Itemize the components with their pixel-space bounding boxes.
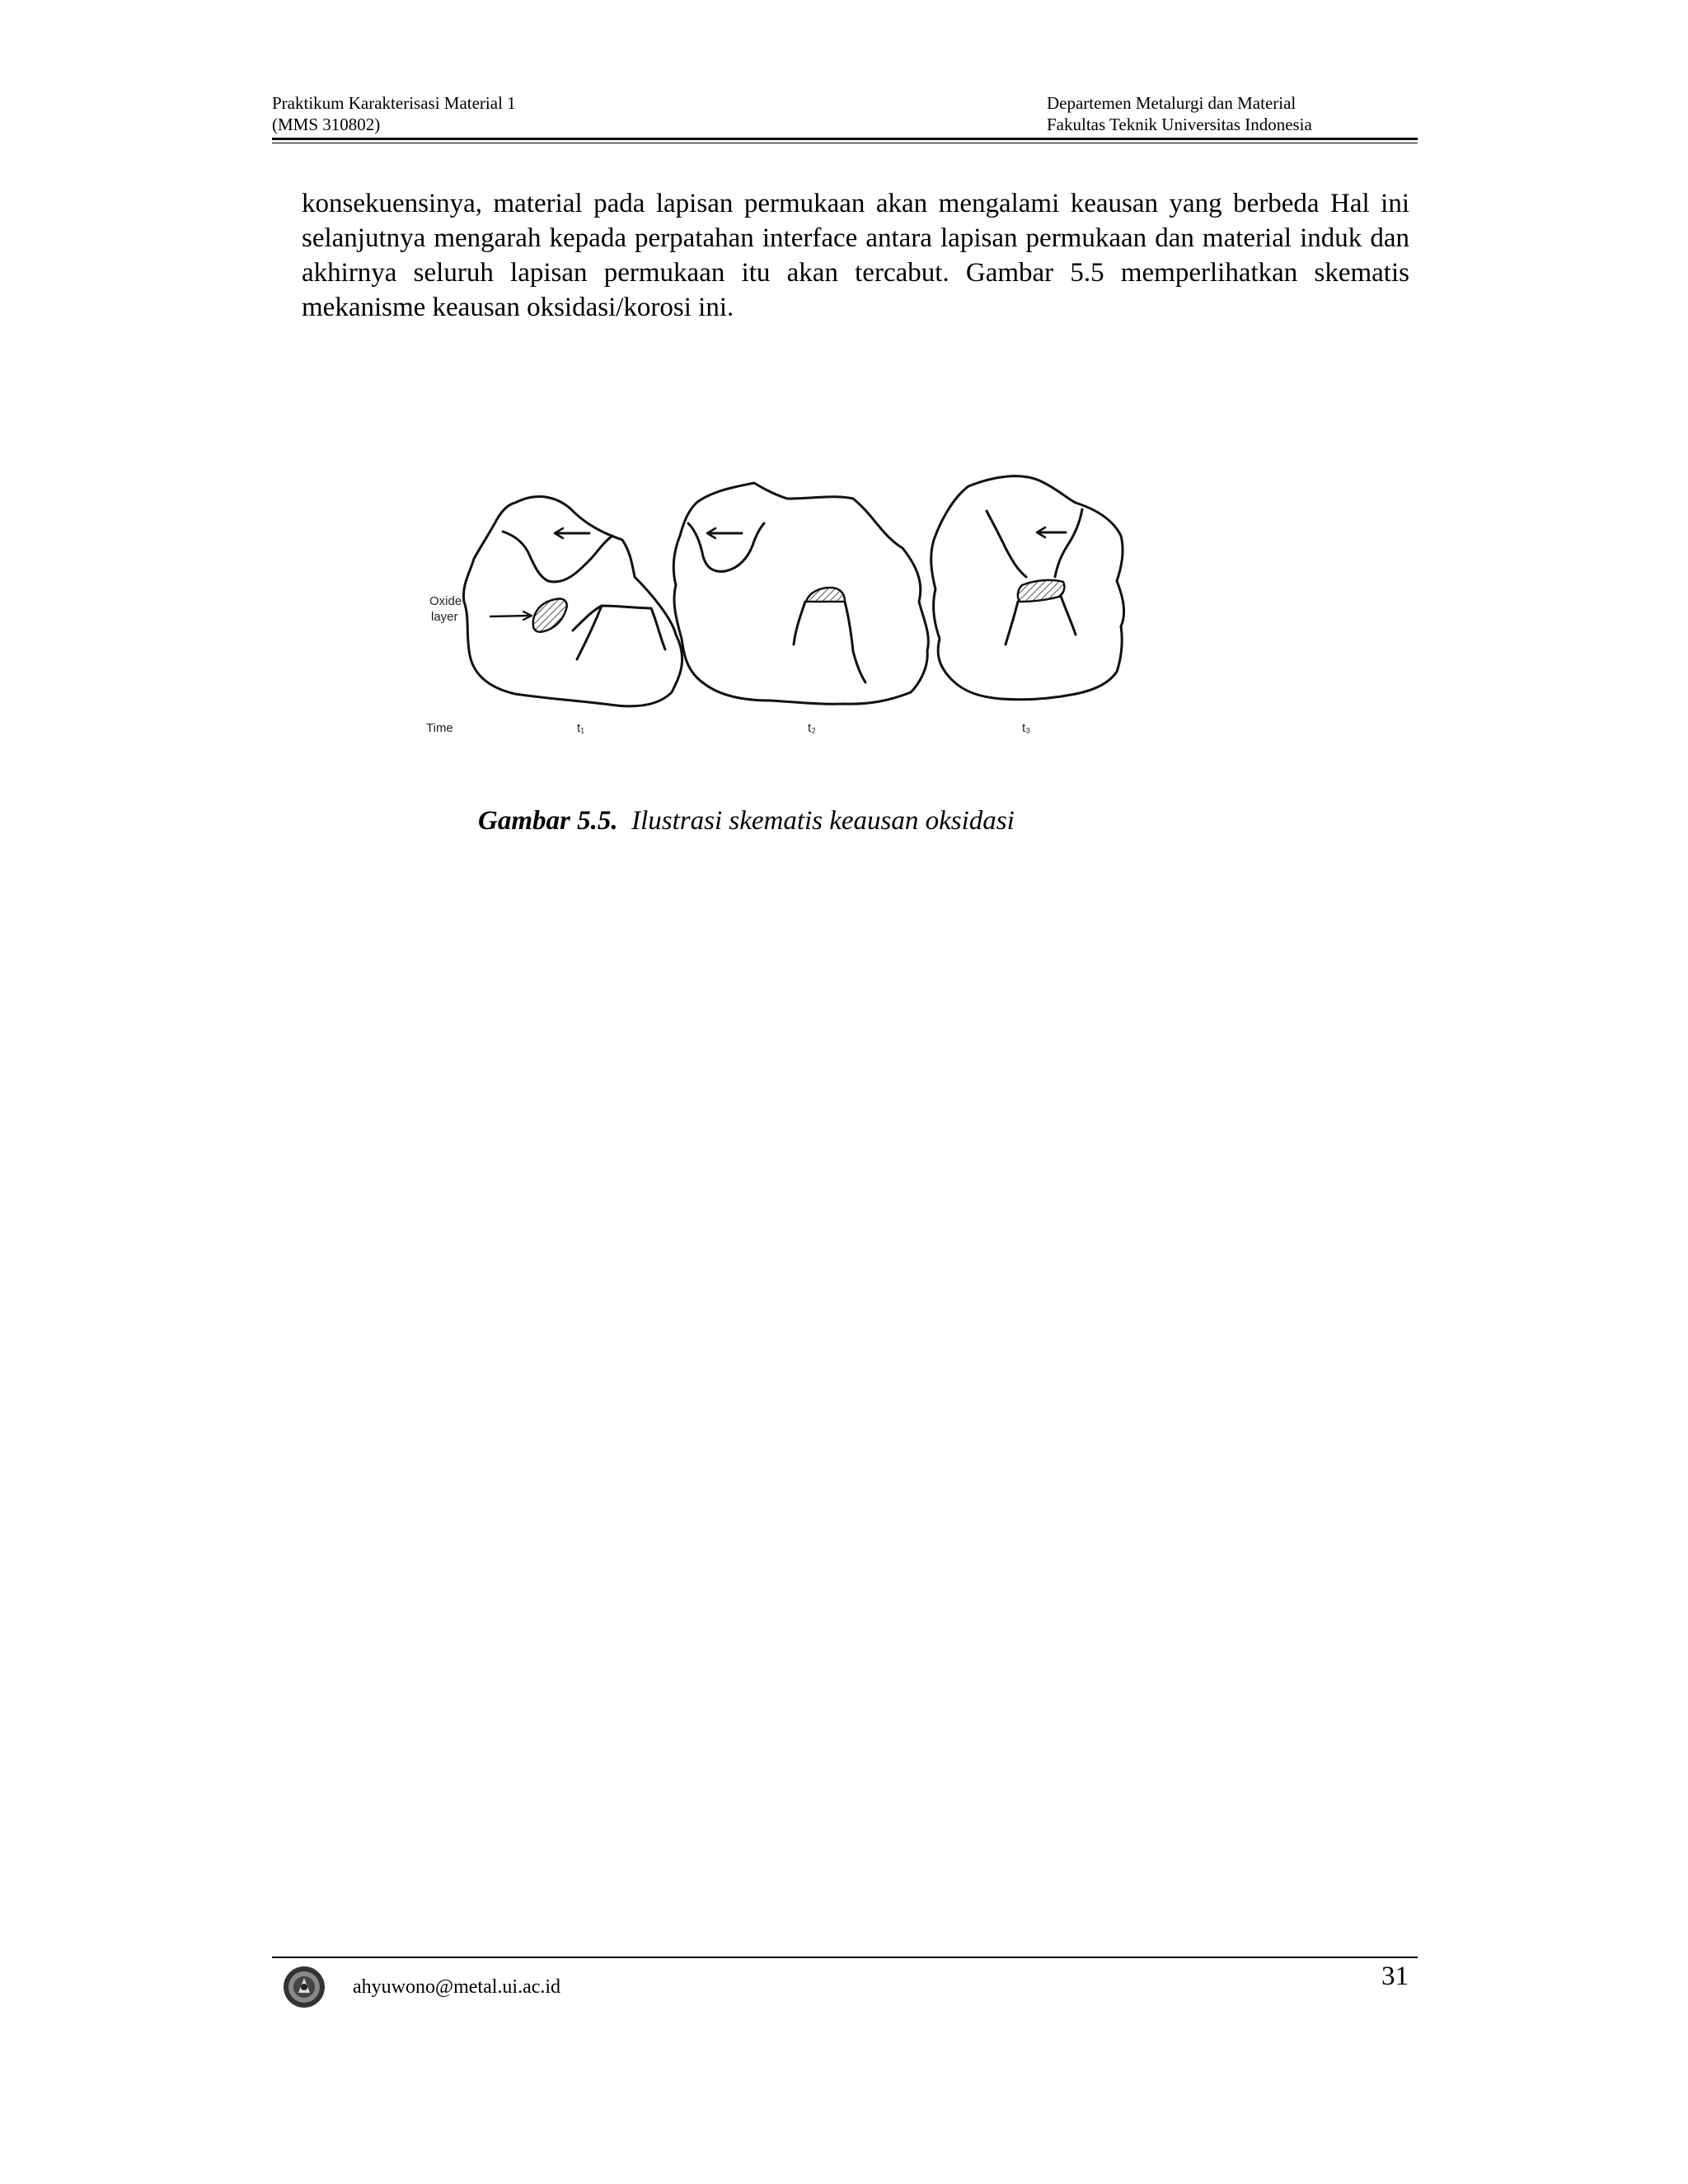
caption-text: Ilustrasi skematis keausan oksidasi bbox=[631, 806, 1015, 836]
stage-t2-diagram bbox=[673, 483, 928, 704]
stage-t1-diagram bbox=[463, 497, 682, 706]
header-course-title: Praktikum Karakterisasi Material 1 bbox=[272, 93, 516, 113]
oxide-label-line1: Oxide bbox=[429, 594, 462, 608]
oxide-patch-t3 bbox=[1018, 580, 1065, 602]
figure-caption bbox=[478, 806, 1015, 837]
header-right bbox=[1047, 92, 1312, 135]
university-seal-icon bbox=[282, 1965, 326, 2009]
oxide-patch-t2 bbox=[806, 588, 845, 602]
time-label-t2: t₂ bbox=[808, 721, 816, 735]
oxide-label-line2: layer bbox=[431, 610, 458, 624]
lower-asperity-t1 bbox=[573, 606, 665, 649]
caption-label: Gambar 5.5. bbox=[478, 806, 618, 836]
upper-asperity-t1 bbox=[503, 532, 612, 582]
header-rule-thick bbox=[272, 138, 1418, 140]
header-left bbox=[272, 92, 516, 135]
upper-asperity-t3 bbox=[987, 511, 1026, 577]
lower-asperity-right-t3 bbox=[1061, 596, 1076, 635]
page-header bbox=[272, 92, 1418, 143]
asperity-outline-t2 bbox=[673, 483, 928, 704]
lower-asperity-left-t2 bbox=[794, 602, 805, 644]
header-course-code: (MMS 310802) bbox=[272, 115, 381, 134]
time-axis-label: Time bbox=[426, 721, 453, 735]
body-paragraph: konsekuensinya, material pada lapisan permukaan akan mengalami keausan yang berbeda Hal ini selanjutnya mengarah kepada perpatahan interface antara lapisan permukaan dan material induk dan akhirnya seluruh lapisan permukaan itu akan tercabut. Gambar 5.5 memperlihatkan skematis mekanisme keausan oksidasi/korosi ini. bbox=[302, 189, 1409, 322]
footer-rule bbox=[272, 1957, 1418, 1958]
header-faculty: Fakultas Teknik Universitas Indonesia bbox=[1047, 115, 1312, 134]
lower-asperity-t3 bbox=[1006, 602, 1018, 644]
time-label-t3: t₃ bbox=[1022, 721, 1031, 735]
upper-asperity-right-t3 bbox=[1055, 509, 1082, 577]
page-number: 31 bbox=[1381, 1961, 1409, 1991]
upper-asperity-t2 bbox=[688, 523, 764, 571]
stage-t3-diagram bbox=[931, 476, 1124, 700]
university-logo bbox=[282, 1965, 326, 2009]
header-department: Departemen Metalurgi dan Material bbox=[1047, 93, 1296, 113]
asperity-outline-t1 bbox=[463, 497, 682, 706]
lower-asperity-t2 bbox=[845, 602, 865, 682]
oxide-patch-t1 bbox=[533, 598, 567, 631]
footer-email: ahyuwono@metal.ui.ac.id bbox=[353, 1976, 561, 1998]
oxidation-wear-figure bbox=[424, 453, 1142, 750]
oxidation-wear-illustration bbox=[424, 453, 1142, 750]
time-label-t1: t₁ bbox=[577, 721, 585, 735]
